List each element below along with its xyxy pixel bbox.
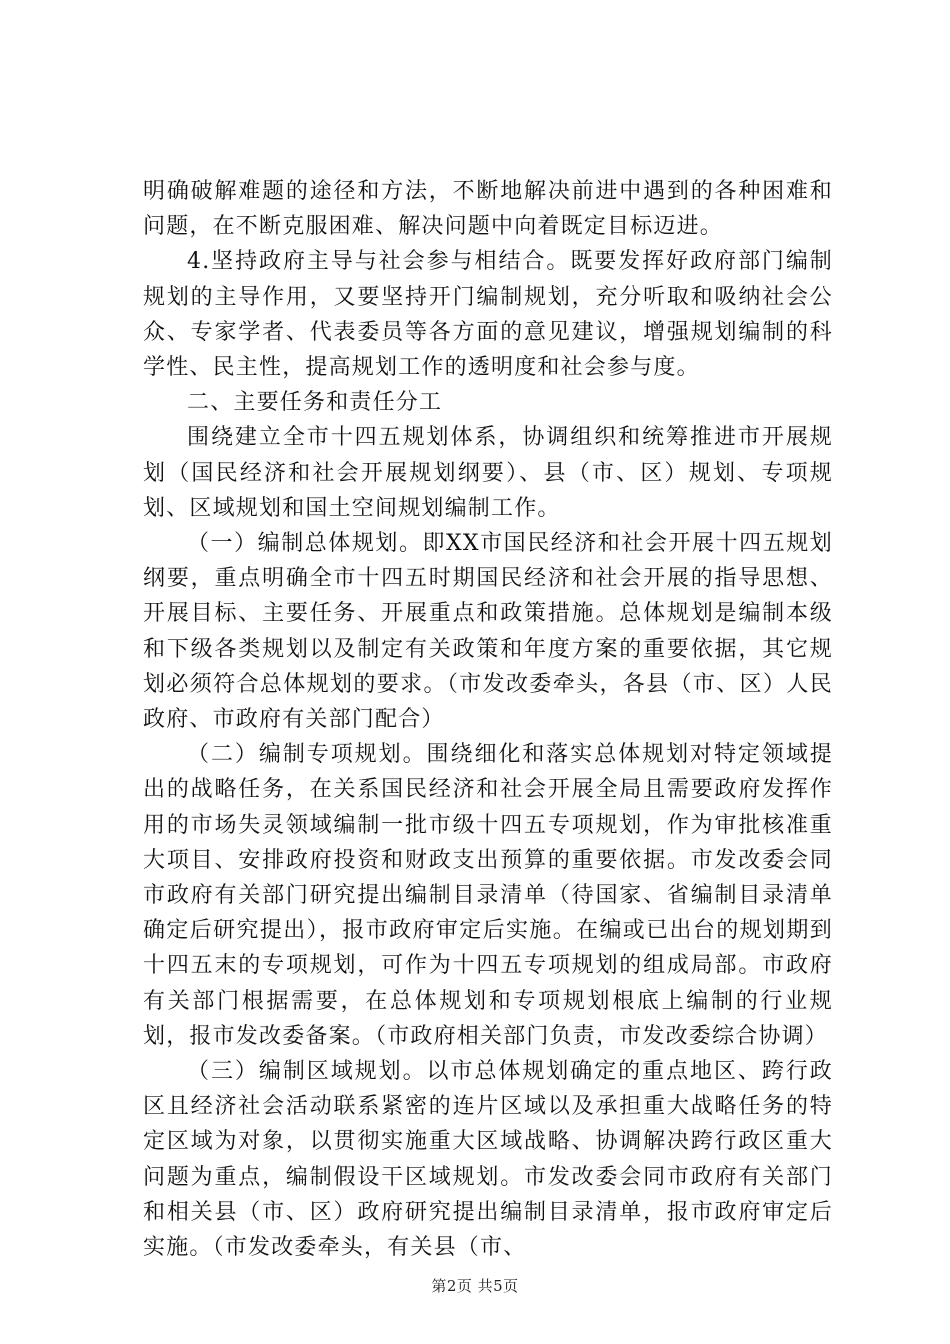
paragraph-principle-4: 4.坚持政府主导与社会参与相结合。既要发挥好政府部门编制规划的主导作用，又要坚持开门编制规划，充分听取和吸纳社会公众、专家学者、代表委员等各方面的意见建议，增强规划编制的科学性、民主性，提高规划工作的透明度和社会参与度。 bbox=[143, 249, 833, 381]
paragraph-overall-plan: （一）编制总体规划。即XX市国民经济和社会开展十四五规划纲要，重点明确全市十四五时期国民经济和社会开展的指导思想、开展目标、主要任务、开展重点和政策措施。总体规划是编制本级和下级各类规划以及制定有关政策和年度方案的重要依据，其它规划必须符合总体规划的要求。（市发改委牵头，各县（市、区）人民政府、市政府有关部门配合） bbox=[143, 531, 833, 733]
page-number-footer: 第2页 共5页 bbox=[431, 1277, 519, 1295]
paragraph-regional-plan: （三）编制区域规划。以市总体规划确定的重点地区、跨行政区且经济社会活动联系紧密的连片区域以及承担重大战略任务的特定区域为对象，以贯彻实施重大区域战略、协调解决跨行政区重大问题为重点，编制假设干区域规划。市发改委会同市政府有关部门和相关县（市、区）政府研究提出编制目录清单，报市政府审定后实施。（市发改委牵头，有关县（市、 bbox=[143, 1059, 833, 1261]
paragraph-tasks-intro: 围绕建立全市十四五规划体系，协调组织和统筹推进市开展规划（国民经济和社会开展规划纲要）、县（市、区）规划、专项规划、区域规划和国土空间规划编制工作。 bbox=[143, 425, 833, 521]
paragraph-continuation: 明确破解难题的途径和方法，不断地解决前进中遇到的各种困难和问题，在不断克服困难、解决问题中向着既定目标迈进。 bbox=[143, 179, 833, 240]
document-body bbox=[143, 174, 833, 1265]
section-heading-tasks: 二、主要任务和责任分工 bbox=[187, 390, 443, 416]
paragraph-special-plan: （二）编制专项规划。围绕细化和落实总体规划对特定领域提出的战略任务，在关系国民经济和社会开展全局且需要政府发挥作用的市场失灵领域编制一批市级十四五专项规划，作为审批核准重大项目、安排政府投资和财政支出预算的重要依据。市发改委会同市政府有关部门研究提出编制目录清单（待国家、省编制目录清单确定后研究提出），报市政府审定后实施。在编或已出台的规划期到十四五末的专项规划，可作为十四五专项规划的组成局部。市政府有关部门根据需要，在总体规划和专项规划根底上编制的行业规划，报市发改委备案。（市政府相关部门负责，市发改委综合协调） bbox=[143, 742, 833, 1049]
